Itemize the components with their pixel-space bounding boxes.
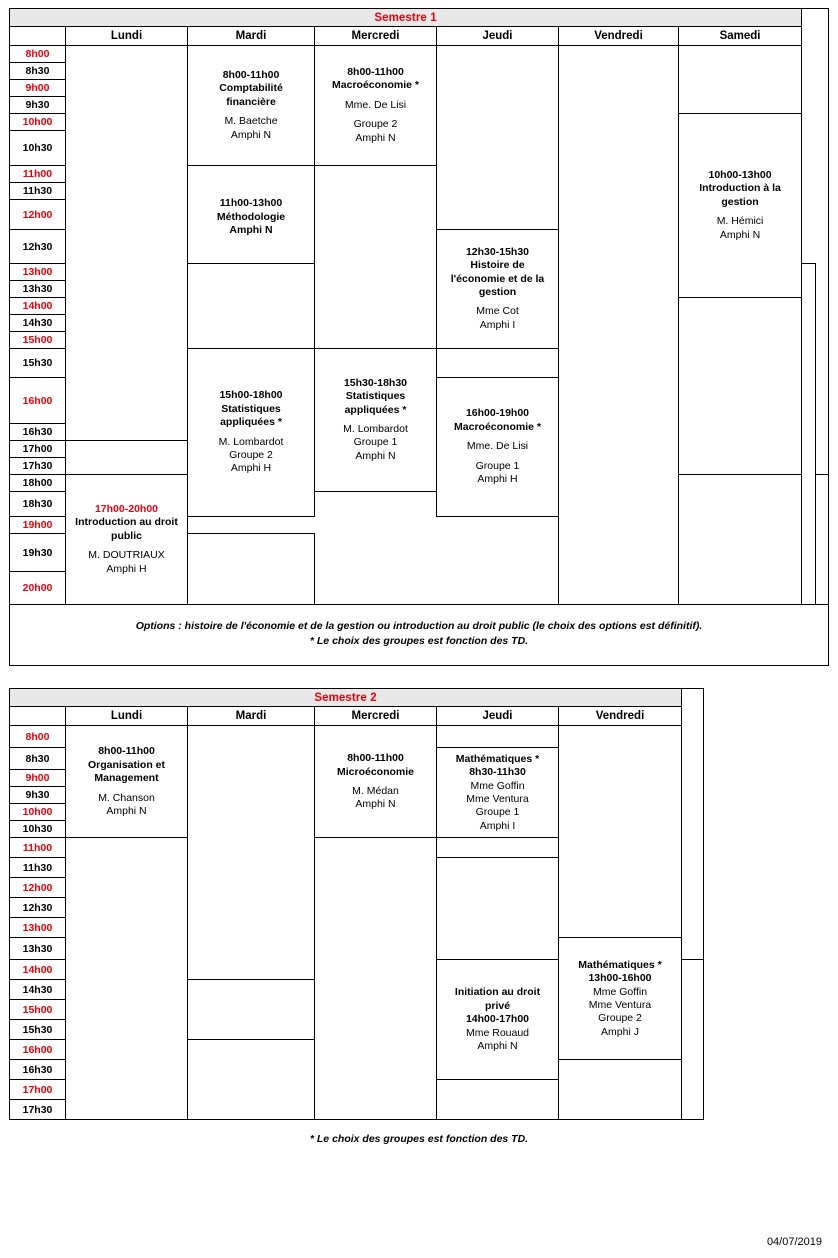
- mardi-empty-morning: [188, 726, 315, 980]
- course-teacher-1: Mme Goffin: [592, 985, 648, 998]
- course-title-line2: public: [111, 529, 142, 542]
- course-time: 8h30-11h30: [469, 766, 526, 779]
- course-room: Amphi J: [601, 1025, 639, 1038]
- course-jeudi-statistiques: [315, 349, 437, 492]
- course-title-line1: Introduction au droit: [75, 516, 178, 529]
- time-label-1400: 14h00: [10, 960, 66, 980]
- semester1-section: [9, 8, 829, 666]
- course-room: Amphi H: [477, 473, 518, 486]
- course-mardi-comptabilite: [188, 46, 315, 166]
- course-time: 13h00-16h00: [588, 972, 652, 985]
- time-label-1600: 16h00: [10, 1040, 66, 1060]
- day-header-samedi: Samedi: [679, 27, 802, 46]
- semester2-section: [9, 688, 829, 1120]
- course-teacher: M. Baetche: [224, 115, 278, 128]
- note-line-1: Options : histoire de l'économie et de la gestion ou introduction au droit public (le choix des options est définitif).: [135, 620, 703, 632]
- course-group: Groupe 1: [353, 436, 398, 449]
- course-title-line2: appliquées *: [344, 403, 407, 416]
- course-teacher: M. Chanson: [98, 791, 155, 804]
- time-label-1400: 14h00: [10, 298, 66, 315]
- course-title-line1: Comptabilité: [219, 82, 283, 95]
- vendredi-empty-all-day: [559, 46, 679, 605]
- course-group: Groupe 2: [229, 448, 273, 461]
- course-mercredi-statistiques: [188, 349, 315, 517]
- course-title: Microéconomie: [336, 765, 415, 778]
- semester1-options-note: [9, 605, 829, 666]
- time-label-0800: 8h00: [10, 726, 66, 748]
- course-title-line3: gestion: [478, 286, 517, 298]
- course-group: Groupe 1: [475, 806, 520, 819]
- course-teacher-2: Mme Ventura: [588, 998, 652, 1011]
- time-label-1900: 19h00: [10, 517, 66, 534]
- course-title-line1: Statistiques: [221, 402, 281, 415]
- time-label-1500: 15h00: [10, 332, 66, 349]
- time-label-1130: 11h30: [10, 858, 66, 878]
- course-teacher: Mme Cot: [476, 305, 519, 318]
- time-label-1330: 13h30: [10, 281, 66, 298]
- time-label-1200: 12h00: [10, 200, 66, 230]
- day-header-mercredi: Mercredi: [315, 707, 437, 726]
- course-time: 14h00-17h00: [465, 1013, 530, 1026]
- course-title: Méthodologie: [216, 210, 286, 223]
- jeudi-empty-early: [437, 726, 559, 748]
- time-label-1030: 10h30: [10, 131, 66, 166]
- course-title-line2: l'économie et de la: [450, 272, 545, 285]
- course-mercredi-macroeconomie: [315, 46, 437, 166]
- mercredi-empty-midday: [315, 166, 437, 349]
- mercredi-empty-afternoon: [315, 838, 437, 1120]
- course-teacher: Mme. De Lisi: [466, 440, 529, 453]
- course-lundi-organisation-management: [66, 726, 188, 838]
- course-time: 15h00-18h00: [219, 389, 283, 402]
- course-title-line1: Histoire de: [470, 259, 525, 272]
- course-room: Amphi N: [477, 1040, 518, 1053]
- time-label-0800: 8h00: [10, 46, 66, 63]
- day-header-mardi: Mardi: [188, 707, 315, 726]
- day-header-mardi: Mardi: [188, 27, 315, 46]
- course-time: 15h30-18h30: [343, 376, 408, 389]
- time-label-1630: 16h30: [10, 424, 66, 441]
- mardi-empty-afternoon: [188, 264, 315, 349]
- course-time: 8h00-11h00: [98, 745, 155, 758]
- semester1-title-row: [10, 9, 829, 27]
- time-label-1800: 18h00: [10, 475, 66, 492]
- course-group: Groupe 2: [353, 118, 398, 131]
- samedi-empty-early: [679, 46, 802, 114]
- course-time: 11h00-13h00: [219, 197, 283, 210]
- course-title: Macroéconomie *: [454, 420, 541, 433]
- course-samedi-introduction-gestion: [679, 114, 802, 298]
- time-label-1130: 11h30: [10, 183, 66, 200]
- time-label-1100: 11h00: [10, 838, 66, 858]
- course-title-line1: Introduction à la: [699, 182, 781, 195]
- semester1-table: [9, 8, 829, 605]
- course-title-line2: gestion: [721, 195, 759, 208]
- course-room: Amphi N: [230, 128, 272, 141]
- time-label-1200: 12h00: [10, 878, 66, 898]
- course-teacher-2: Mme Ventura: [466, 792, 529, 805]
- course-teacher: M. Médan: [352, 784, 399, 797]
- course-jeudi-histoire-economie: [437, 230, 559, 349]
- note-line-2: * Le choix des groupes est fonction des TD.: [309, 635, 529, 648]
- semester2-table: [9, 688, 704, 1120]
- jeudi-empty-evening: [815, 475, 828, 605]
- course-time: 12h30-15h30: [465, 245, 530, 258]
- semester1-title: Semestre 1: [10, 9, 802, 27]
- time-label-0900: 9h00: [10, 770, 66, 787]
- course-room: Amphi N: [719, 228, 761, 241]
- time-label-1000: 10h00: [10, 114, 66, 131]
- semester2-title: Semestre 2: [10, 689, 682, 707]
- course-title: Macroéconomie *: [332, 79, 419, 92]
- course-mardi-initiation-droit-prive: [437, 960, 559, 1080]
- time-label-1930: 19h30: [10, 534, 66, 572]
- time-label-1600: 16h00: [10, 378, 66, 424]
- day-header-jeudi: Jeudi: [437, 707, 559, 726]
- day-header-lundi: Lundi: [66, 707, 188, 726]
- time-label-1000: 10h00: [10, 804, 66, 821]
- time-label-0830: 8h30: [10, 63, 66, 80]
- course-room: Amphi N: [229, 224, 273, 237]
- course-teacher: Mme. De Lisi: [344, 98, 407, 111]
- course-teacher-1: Mme Goffin: [470, 779, 525, 792]
- vendredi-empty-evening: [188, 1040, 315, 1120]
- course-title-line2: financière: [226, 95, 276, 108]
- time-label-1230: 12h30: [10, 898, 66, 918]
- table-row: [10, 46, 829, 63]
- time-label-1530: 15h30: [10, 1020, 66, 1040]
- time-label-1430: 14h30: [10, 980, 66, 1000]
- mercredi-empty-evening: [679, 475, 802, 605]
- course-title: Mathématiques *: [578, 958, 662, 971]
- course-time: 8h00-11h00: [347, 752, 404, 765]
- time-label-1700: 17h00: [10, 1080, 66, 1100]
- date-stamp: 04/07/2019: [766, 1236, 822, 1248]
- timetable-page: [0, 8, 838, 1258]
- time-label-0930: 9h30: [10, 97, 66, 114]
- semester1-day-header-row: [10, 27, 829, 46]
- course-teacher: M. Lombardot: [218, 435, 284, 448]
- jeudi-empty-afternoon: [682, 960, 704, 1120]
- course-mardi-methodologie: [188, 166, 315, 264]
- time-label-1100: 11h00: [10, 166, 66, 183]
- time-label-1700: 17h00: [10, 441, 66, 458]
- time-label-0830: 8h30: [10, 748, 66, 770]
- time-label-1630: 16h30: [10, 1060, 66, 1080]
- time-label-1500: 15h00: [10, 1000, 66, 1020]
- course-jeudi-mathematiques: [437, 748, 559, 838]
- course-time: 8h00-11h00: [222, 68, 280, 81]
- course-teacher: Mme Rouaud: [465, 1026, 530, 1039]
- course-room: Amphi I: [479, 318, 516, 331]
- lundi-empty-morning: [66, 46, 188, 441]
- lundi-empty-afternoon: [66, 838, 188, 1120]
- course-teacher: M. Hémici: [716, 215, 764, 228]
- time-label-1030: 10h30: [10, 821, 66, 838]
- course-room: Amphi H: [106, 562, 147, 575]
- day-header-vendredi: Vendredi: [559, 707, 682, 726]
- course-room: Amphi N: [355, 798, 396, 811]
- course-title-line2: Management: [94, 772, 159, 785]
- course-mercredi-microeconomie: [315, 726, 437, 838]
- time-label-1730: 17h30: [10, 1100, 66, 1120]
- course-time: 17h00-20h00: [94, 502, 159, 515]
- semester2-day-header-row: [10, 707, 704, 726]
- course-time: 8h00-11h00: [347, 65, 404, 78]
- corner-cell: [10, 707, 66, 726]
- jeudi-empty-midday: [437, 858, 559, 960]
- time-label-1300: 13h00: [10, 918, 66, 938]
- course-lundi-introduction-droit-public: [66, 475, 188, 605]
- course-time: 10h00-13h00: [708, 168, 772, 181]
- time-label-1230: 12h30: [10, 230, 66, 264]
- course-group: Groupe 2: [598, 1012, 642, 1025]
- course-group: Groupe 1: [475, 459, 520, 472]
- time-label-1730: 17h30: [10, 458, 66, 475]
- course-room: Amphi N: [355, 131, 396, 144]
- course-title-line1: Statistiques: [345, 390, 406, 403]
- course-mardi-macroeconomie: [437, 378, 559, 517]
- course-room: Amphi H: [230, 462, 272, 475]
- mardi-empty-evening: [188, 534, 315, 605]
- course-teacher: M. DOUTRIAUX: [88, 549, 165, 562]
- course-teacher: M. Lombardot: [343, 423, 408, 435]
- time-label-1330: 13h30: [10, 938, 66, 960]
- course-room: Amphi I: [479, 819, 516, 832]
- course-title-line1: Organisation et: [87, 758, 165, 771]
- day-header-vendredi: Vendredi: [559, 27, 679, 46]
- time-label-1300: 13h00: [10, 264, 66, 281]
- time-label-0900: 9h00: [10, 80, 66, 97]
- table-row: [10, 726, 704, 748]
- course-vendredi-mathematiques: [559, 938, 682, 1060]
- vendredi-empty-morning: [559, 726, 682, 938]
- course-room: Amphi N: [355, 449, 396, 462]
- course-room: Amphi N: [106, 805, 147, 818]
- time-label-1530: 15h30: [10, 349, 66, 378]
- corner-cell: [10, 27, 66, 46]
- time-label-0930: 9h30: [10, 787, 66, 804]
- semester2-title-row: [10, 689, 704, 707]
- time-label-1830: 18h30: [10, 492, 66, 517]
- day-header-jeudi: Jeudi: [437, 27, 559, 46]
- jeudi-empty-morning: [437, 46, 559, 230]
- course-title-line2: privé: [484, 999, 511, 1012]
- course-title-line1: Initiation au droit: [454, 986, 541, 999]
- day-header-lundi: Lundi: [66, 27, 188, 46]
- mardi-empty-evening: [437, 1080, 559, 1120]
- course-title: Mathématiques *: [455, 752, 540, 765]
- time-label-1430: 14h30: [10, 315, 66, 332]
- day-header-mercredi: Mercredi: [315, 27, 437, 46]
- samedi-empty-afternoon: [802, 264, 815, 605]
- document-footnote: * Le choix des groupes est fonction des TD.: [309, 1133, 529, 1146]
- course-title-line2: appliquées *: [220, 416, 282, 429]
- course-time: 16h00-19h00: [465, 407, 530, 420]
- time-label-2000: 20h00: [10, 572, 66, 605]
